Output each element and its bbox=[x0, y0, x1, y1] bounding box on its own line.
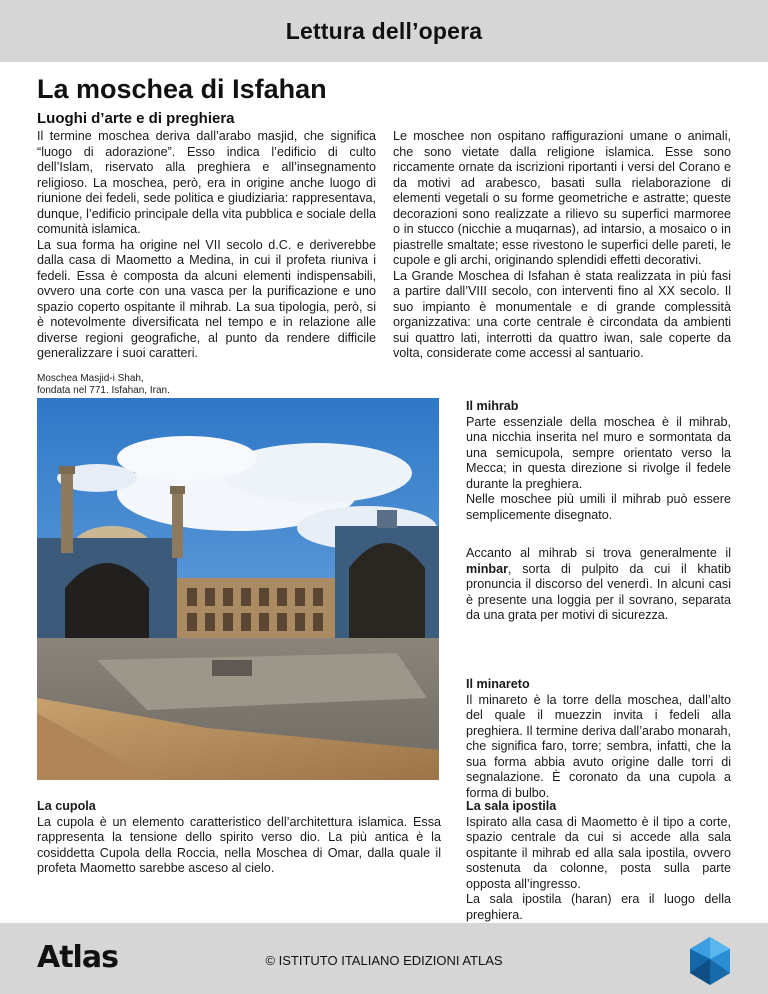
intro-paragraph: La Grande Moschea di Isfahan è stata realizzata in più fasi a partire dall’VIII secolo, con interventi fino al XX secolo. Il suo impianto è monumentale e di grande complessità organizzativa: una corte centrale è circondata da ambienti sui quattro lati, interrotti da quattro iwan, sale coperte da volta, considerate come accessi al santuario. bbox=[393, 268, 731, 360]
section-heading: La cupola bbox=[37, 799, 96, 813]
section-heading: Il minareto bbox=[466, 677, 530, 691]
minareto-section bbox=[466, 677, 731, 801]
intro-right-column bbox=[393, 129, 731, 362]
header-bar bbox=[0, 0, 768, 62]
mosque-photo bbox=[37, 398, 439, 780]
intro-paragraph: Le moschee non ospitano raffigurazioni umane o animali, che sono vietate dalla religione islamica. Esse sono riccamente ornate da iscrizioni riportanti i versi del Corano e da motivi ad arabesco, basati sulla rielaborazione di elementi vegetali o su forme geometriche e astratte; queste decorazioni sono realizzate a rilievo su superfici marmoree o in stucco (nicchie a muqarnas), ad intarsio, a mosaico o in piastrelle smaltate; esse rivestono le superfici delle pareti, le cupole e gli archi, originando splendidi effetti decorativi. bbox=[393, 129, 731, 267]
section-text: La sala ipostila (haran) era il luogo della preghiera. bbox=[466, 892, 731, 922]
section-text: Ispirato alla casa di Maometto è il tipo a corte, spazio centrale da cui si accede alla sala ospitante il mihrab ed alla sala ipostila, ovvero sostenuta da colonne, posta sulla parte opposta all’ingresso. bbox=[466, 814, 731, 891]
page-title: La moschea di Isfahan bbox=[37, 74, 327, 104]
cupola-section bbox=[37, 799, 441, 877]
gem-logo-icon bbox=[688, 935, 732, 987]
section-text: La cupola è un elemento caratteristico dell’architettura islamica. Essa rappresenta la tensione dello spirito verso dio. La più antica è la cosiddetta Cupola della Roccia, nella Moschea di Omar, dalla quale il profeta Maometto sarebbe asceso al cielo. bbox=[37, 814, 441, 875]
minbar-term: minbar bbox=[466, 561, 508, 576]
intro-left-column bbox=[37, 129, 376, 362]
atlas-logo: Atlas bbox=[37, 940, 118, 975]
header-title: Lettura dell’opera bbox=[285, 17, 483, 44]
intro-paragraph: Il termine moschea deriva dall’arabo masjid, che significa “luogo di adorazione”. Esso indica l’edificio di culto dell’Islam, riservato alla preghiera e all’insegnamento religioso. La moschea, però, era in origine anche luogo di riunione dei fedeli, sede politica e giudiziaria: rappresentava, dunque, l’edificio principale della vita pubblica e sociale della comunità islamica. bbox=[37, 129, 376, 236]
minbar-section bbox=[466, 546, 731, 624]
section-text bbox=[466, 546, 731, 624]
section-text: Nelle moschee più umili il mihrab può essere semplicemente disegnato. bbox=[466, 492, 731, 522]
caption-line: fondata nel 771. Isfahan, Iran. bbox=[37, 385, 170, 396]
caption-line: Moschea Masjid-i Shah, bbox=[37, 373, 144, 384]
page-subtitle: Luoghi d’arte e di preghiera bbox=[37, 110, 235, 127]
copyright-text: © ISTITUTO ITALIANO EDIZIONI ATLAS bbox=[265, 953, 503, 968]
intro-paragraph: La sua forma ha origine nel VII secolo d.C. e deriverebbe dalla casa di Maometto a Medina, in cui il profeta riuniva i fedeli. Essa è composta da alcuni elementi indispensabili, ovvero una corte con una vasca per la purificazione e uno spazio coperto ospitante il mihrab. La sua tipologia, però, si è notevolmente diversificata nel tempo e in relazione alle diverse regioni geografiche, al punto da rendere difficile generalizzare i suoi caratteri. bbox=[37, 237, 376, 360]
section-text: Il minareto è la torre della moschea, dall’alto del quale il muezzin invita i fedeli alla preghiera. Il termine deriva dall’arabo monarah, che significa faro, torre; sembra, infatti, che la sua forma abbia avuto origine dalle torri di segnalazione. È coronato da una cupola a forma di bulbo. bbox=[466, 692, 731, 800]
mihrab-section bbox=[466, 399, 731, 523]
photo-caption bbox=[37, 373, 217, 397]
section-text: Parte essenziale della moschea è il mihrab, una nicchia inserita nel muro e sormontata da una semicupola, sempre orientato verso la Mecca; in questa direzione si rivolge il fedele durante la preghiera. bbox=[466, 414, 731, 491]
section-heading: La sala ipostila bbox=[466, 799, 557, 813]
sala-ipostila-section bbox=[466, 799, 731, 923]
section-text: Accanto al mihrab si trova generalmente il bbox=[466, 546, 731, 560]
mosque-illustration bbox=[37, 398, 439, 780]
section-text: , sorta di pulpito da cui il khatib pronuncia il discorso del venerdì. In alcuni casi è presente una loggia per il sovrano, separata da una grata per motivi di sicurezza. bbox=[466, 561, 731, 622]
section-heading: Il mihrab bbox=[466, 399, 519, 413]
